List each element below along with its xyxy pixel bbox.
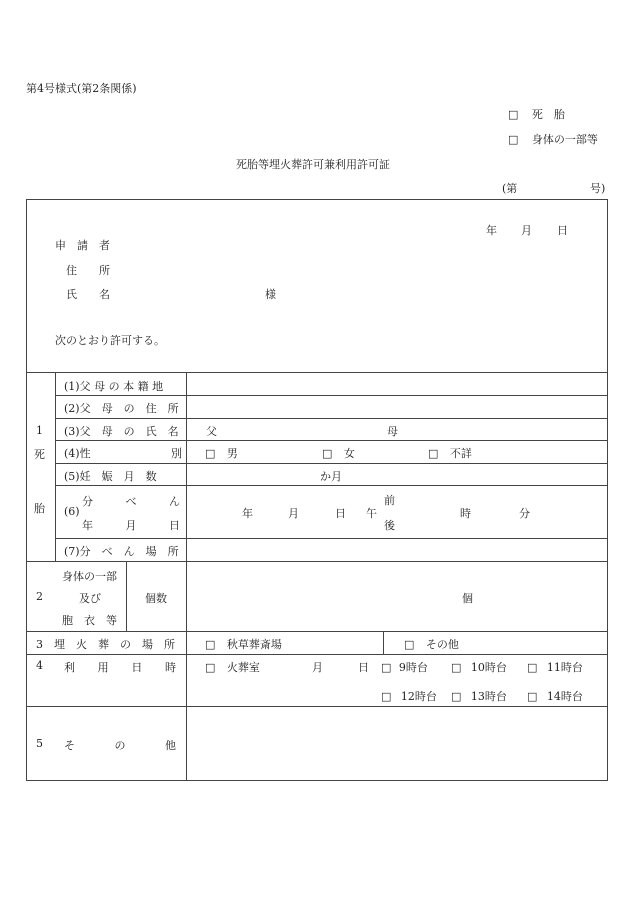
count-unit: 個	[462, 592, 473, 605]
checkbox-icon: □	[322, 447, 333, 460]
use-month: 月	[312, 661, 323, 674]
time-option-12[interactable]: □ 12時台	[381, 690, 437, 703]
row-label-parents-address: (2)父 母 の 住 所	[64, 402, 179, 415]
time-option-13[interactable]: □ 13時台	[451, 690, 507, 703]
address-label: 住 所	[66, 264, 110, 277]
checkbox-icon: □	[404, 638, 415, 651]
time-option-10[interactable]: □ 10時台	[451, 661, 507, 674]
mother-label: 母	[387, 425, 398, 438]
section1-number: 1	[36, 424, 43, 437]
number-close: 号)	[590, 182, 606, 195]
time-option-11[interactable]: □ 11時台	[527, 661, 583, 674]
section2-number: 2	[36, 590, 43, 603]
birth-am-pm: 午	[366, 507, 377, 520]
option-label: 死 胎	[531, 108, 565, 121]
checkbox-icon: □	[508, 133, 519, 146]
father-label: 父	[206, 425, 217, 438]
crematory-option[interactable]: □ 火葬室	[205, 661, 260, 674]
applicant-label: 申 請 者	[55, 239, 110, 252]
birth-pm: 後	[384, 519, 395, 532]
section3-label: 3 埋 火 葬 の 場 所	[36, 638, 175, 651]
row-label-parents-domicile: (1)父 母 の 本 籍 地	[64, 380, 164, 393]
place-option-other[interactable]: □ その他	[404, 638, 459, 651]
permit-statement: 次のとおり許可する。	[55, 334, 165, 347]
time-option-14[interactable]: □ 14時台	[527, 690, 583, 703]
time-option-9[interactable]: □ 9時台	[381, 661, 428, 674]
birth-minute: 分	[519, 507, 530, 520]
checkbox-icon: □	[205, 638, 216, 651]
section5-label: そ の 他	[64, 739, 176, 752]
checkbox-icon: □	[381, 661, 392, 674]
birth-hour: 時	[460, 507, 471, 520]
checkbox-icon: □	[381, 690, 392, 703]
section4-number: 4	[36, 659, 43, 672]
form-number: 第4号様式(第2条関係)	[26, 82, 137, 95]
option-label: 身体の一部等	[531, 133, 598, 146]
checkbox-icon: □	[527, 690, 538, 703]
checkbox-stillbirth[interactable]	[508, 106, 565, 122]
section5-number: 5	[36, 737, 43, 750]
use-day: 日	[358, 661, 369, 674]
checkbox-icon: □	[205, 661, 216, 674]
honorific-sama: 様	[265, 288, 276, 301]
section2-label-line3: 胞 衣 等	[62, 614, 117, 627]
date-year: 年	[486, 224, 497, 237]
row6-label-line2: 年 月 日	[82, 519, 180, 532]
count-label: 個数	[145, 592, 167, 605]
name-label: 氏 名	[66, 288, 110, 301]
checkbox-icon: □	[451, 690, 462, 703]
section2-label-line1: 身体の一部	[62, 570, 117, 583]
section4-label: 利 用 日 時	[64, 661, 176, 674]
sex-option-male[interactable]: □ 男	[205, 447, 238, 460]
row6-label-line1: 分 べ ん	[82, 495, 180, 508]
birth-year: 年	[242, 507, 253, 520]
checkbox-body-part[interactable]	[508, 131, 598, 147]
birth-am: 前	[384, 494, 395, 507]
row6-number: (6)	[64, 505, 80, 518]
row-label-gestation: (5)妊 娠 月 数	[64, 470, 157, 483]
section2-label-line2: 及び	[79, 592, 101, 605]
row-label-birthplace: (7)分 べ ん 場 所	[64, 545, 179, 558]
sex-option-unknown[interactable]: □ 不詳	[428, 447, 472, 460]
row-label-sex: (4)性	[64, 447, 91, 460]
gestation-unit: か月	[320, 470, 342, 483]
row-label-parents-name: (3)父 母 の 氏 名	[64, 425, 179, 438]
checkbox-icon: □	[508, 108, 519, 121]
row-label-sex-end: 別	[171, 447, 182, 460]
birth-month: 月	[288, 507, 299, 520]
place-option-akikusa[interactable]: □ 秋草葬斎場	[205, 638, 282, 651]
checkbox-icon: □	[205, 447, 216, 460]
checkbox-icon: □	[527, 661, 538, 674]
document-title: 死胎等埋火葬許可兼利用許可証	[236, 158, 390, 171]
section1-label-char: 死	[34, 448, 45, 461]
date-day: 日	[557, 224, 568, 237]
checkbox-icon: □	[451, 661, 462, 674]
birth-day: 日	[335, 507, 346, 520]
date-month: 月	[521, 224, 532, 237]
sex-option-female[interactable]: □ 女	[322, 447, 355, 460]
checkbox-icon: □	[428, 447, 439, 460]
number-open: (第	[502, 182, 518, 195]
section1-label-char: 胎	[34, 502, 45, 515]
